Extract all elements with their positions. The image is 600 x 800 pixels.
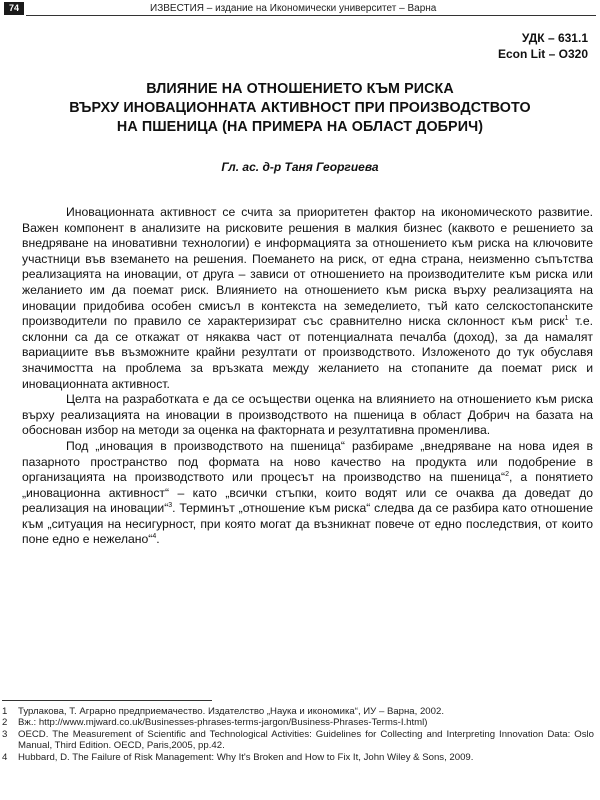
footnote [2, 706, 594, 717]
footnote-rule [2, 700, 212, 701]
footnote-ref: 3 [168, 502, 173, 510]
footnote-number: 3 [2, 728, 8, 740]
paragraph [22, 392, 593, 439]
article-body [22, 205, 593, 548]
footnote-number: 4 [2, 751, 8, 763]
footnote-number: 2 [2, 717, 8, 729]
running-header [0, 0, 600, 18]
footnote-text: OECD. The Measurement of Scientific and Technological Activities: Guidelines for Collecting and Interpreting Innovation Data: Oslo Manual, Third Edition. OECD, Paris,2005, pp.42. [18, 728, 594, 752]
paragraph-text: , а понятието „иновационна активност“ – като „всички стъпки, които водят или се очаква да доведат до реализация на иновации“ [22, 470, 593, 516]
footnote-text: Hubbard, D. The Failure of Risk Management: Why It's Broken and How to Fix It, John Wiley & Sons, 2009. [18, 751, 474, 763]
article-title [20, 80, 580, 137]
paragraph [22, 205, 593, 392]
footnotes [2, 706, 594, 763]
header-rule [26, 15, 596, 16]
page-number: 74 [4, 2, 24, 15]
footnote [2, 717, 594, 728]
footnote-number: 1 [2, 706, 8, 717]
title-line: НА ПШЕНИЦА (НА ПРИМЕРА НА ОБЛАСТ ДОБРИЧ) [116, 119, 484, 135]
journal-title: ИЗВЕСТИЯ – издание на Икономически университет – Варна [150, 3, 437, 14]
paragraph-text: т.е. склонни са да се откажат от някаква част от потенциалната печалба (доход), за да намалят вариациите във възможните крайни резултати от производството. Изложеното до тук обуславя значимостта на проблема за връзката между желанието на стопаните да поемат риск и иновационната активност. [22, 314, 593, 391]
paragraph [22, 439, 593, 548]
footnote-text: Турлакова, Т. Аграрно предприемачество. Издателство „Наука и икономика“, ИУ – Варна, 2002. [18, 706, 444, 717]
footnote [2, 729, 594, 752]
author: Гл. ас. д-р Таня Георгиева [221, 160, 379, 174]
paragraph-text: Под „иновация в производството на пшеница“ разбираме „внедряване на нова идея в пазарното пространство под формата на ново качество на продукта или подобрение в организацията на производството или процесът на производство на пшеница“ [22, 438, 593, 485]
footnote-ref: 2 [505, 471, 509, 479]
footnote-text: Вж.: http://www.mjward.co.uk/Businesses-phrases-terms-jargon/Business-Phrases-Terms-I.html) [18, 717, 428, 729]
udk-code: УДК – 631.1 [521, 31, 588, 45]
econ-lit-code: Econ Lit – O320 [497, 47, 588, 61]
paragraph-text: Иновационната активност се счита за приоритетен фактор на икономическото развитие. Важен компонент в анализите на рисковите решения в малкия бизнес (каквото е решението за внедряване на иновативни технологии) е информацията за отношението към риска на ключовите участници във вземането на решения. Поемането на риск, от една страна, неизменно съпътства реализацията на иновации, от друга – зависи от отношението на производителите към риска или желанието им да поемат риск. Влиянието на отношението към риска върху реализацията на иновации придобива особен смисъл в контекста на земеделието, тъй като селскостопанските производители по правило се характеризират със сравнително ниска склонност към риск [22, 205, 593, 329]
title-line: ВЪРХУ ИНОВАЦИОННАТА АКТИВНОСТ ПРИ ПРОИЗВОДСТВОТО [69, 100, 531, 116]
footnote-ref: 1 [564, 315, 569, 323]
title-line: ВЛИЯНИЕ НА ОТНОШЕНИЕТО КЪМ РИСКА [146, 81, 454, 97]
paragraph-text: . [156, 532, 160, 547]
paragraph-text: . Терминът „отношение към риска“ следва да се разбира като отношение към „ситуация на несигурност, при която могат да възникнат повече от едно последствия, от които поне едно е нежелано“ [22, 501, 593, 547]
footnote [2, 752, 594, 763]
classification-codes [498, 30, 588, 62]
paragraph-text: Целта на разработката е да се осъществи оценка на влиянието на отношението към риска върху реализацията на иновации в производството на пшеница в област Добрич на базата на обоснован избор на методи за оценка на факторната и резултативна променлива. [22, 392, 593, 438]
footnote-ref: 4 [152, 533, 157, 541]
